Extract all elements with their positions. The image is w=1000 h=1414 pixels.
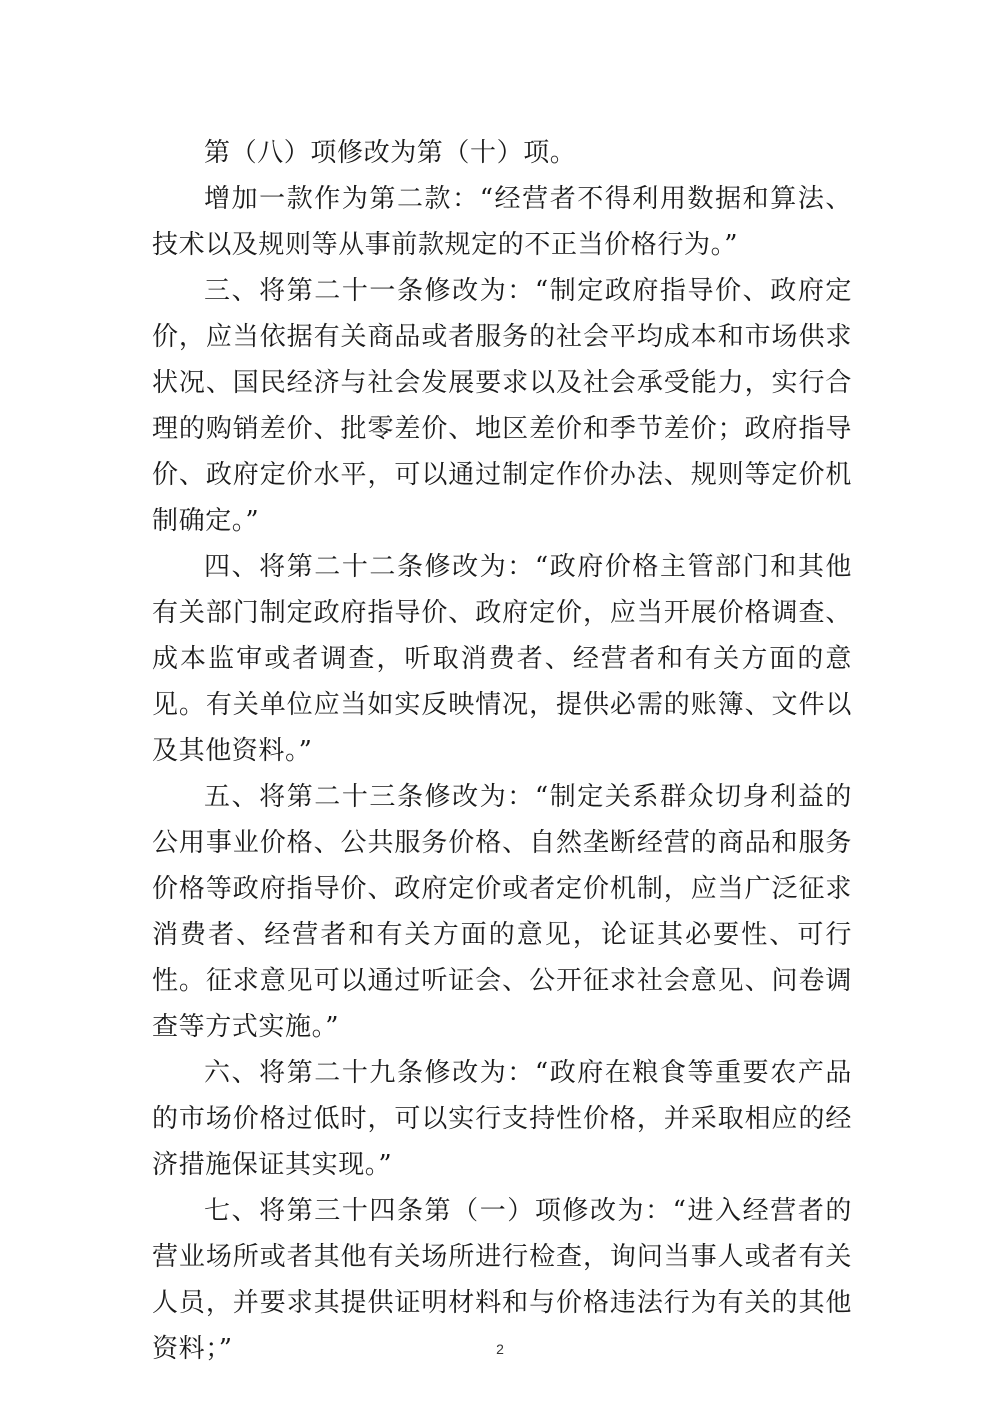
document-body [152,130,852,1372]
paragraph-item-8-amendment: 第（八）项修改为第（十）项。 [204,138,577,168]
paragraph-article-22: 四、将第二十二条修改为：“政府价格主管部门和其他有关部门制定政府指导价、政府定价，应当开展价格调查、成本监审或者调查，听取消费者、经营者和有关方面的意见。有关单位应当如实反映情况，提供必需的账簿、文件以及其他资料。” [152,552,852,766]
page-number: 2 [496,1341,504,1357]
paragraph-article-23: 五、将第二十三条修改为：“制定关系群众切身利益的公用事业价格、公共服务价格、自然垄断经营的商品和服务价格等政府指导价、政府定价或者定价机制，应当广泛征求消费者、经营者和有关方面的意见，论证其必要性、可行性。征求意见可以通过听证会、公开征求社会意见、问卷调查等方式实施。” [152,782,852,1042]
paragraph-article-29: 六、将第二十九条修改为：“政府在粮食等重要农产品的市场价格过低时，可以实行支持性价格，并采取相应的经济措施保证其实现。” [152,1058,852,1180]
paragraph-article-34: 七、将第三十四条第（一）项修改为：“进入经营者的营业场所或者其他有关场所进行检查，询问当事人或者有关人员，并要求其提供证明材料和与价格违法行为有关的其他资料；” [152,1196,852,1364]
paragraph-article-21: 三、将第二十一条修改为：“制定政府指导价、政府定价，应当依据有关商品或者服务的社会平均成本和市场供求状况、国民经济与社会发展要求以及社会承受能力，实行合理的购销差价、批零差价、地区差价和季节差价；政府指导价、政府定价水平，可以通过制定作价办法、规则等定价机制确定。” [152,276,852,536]
paragraph-add-second-clause: 增加一款作为第二款：“经营者不得利用数据和算法、技术以及规则等从事前款规定的不正当价格行为。” [152,184,852,260]
